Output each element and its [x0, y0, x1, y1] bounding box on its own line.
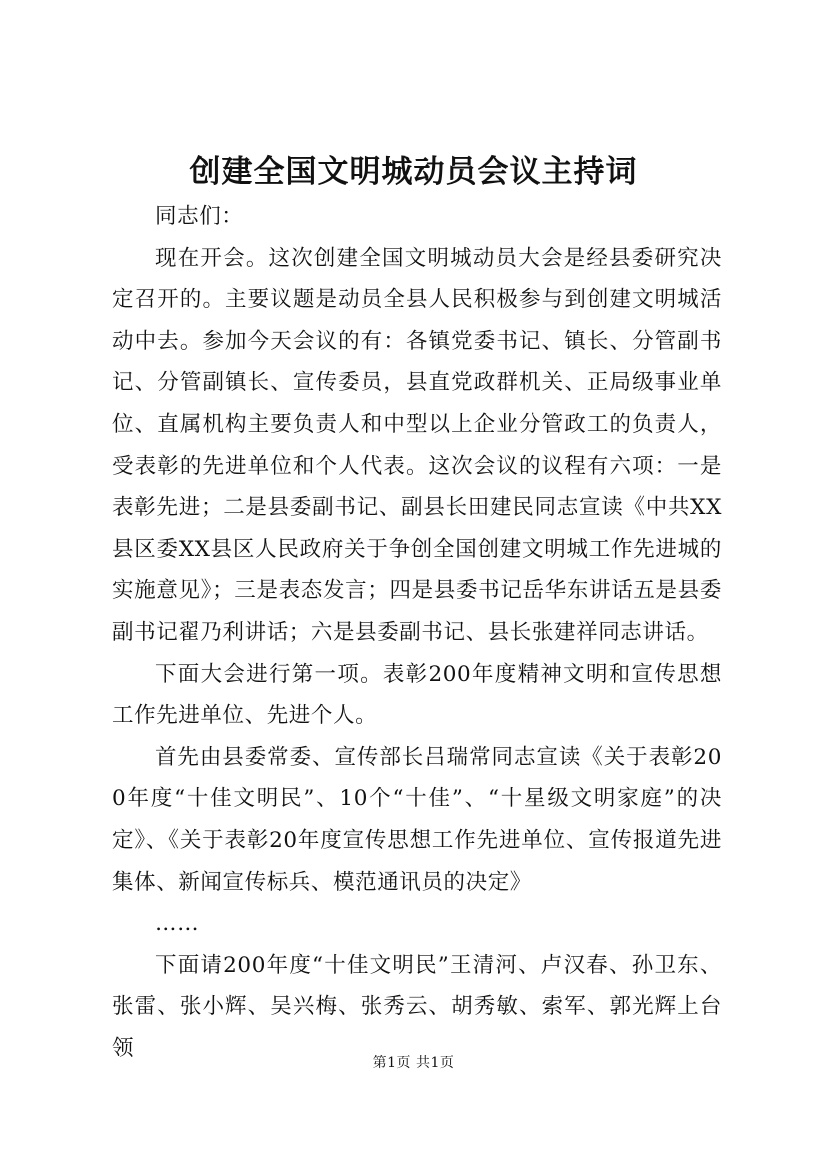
paragraph-announcement: 首先由县委常委、宣传部长吕瑞常同志宣读《关于表彰200年度“十佳文明民”、10个“十佳”、“十星级文明家庭”的决定》、《关于表彰20年度宣传思想工作先进单位、宣传报道先进集体、新闻宣传标兵、模范通讯员的决定》 [112, 744, 722, 895]
document-body [112, 196, 722, 1069]
page-footer: 第1页 共1页 [372, 1055, 455, 1071]
paragraph-ellipsis: …… [155, 911, 200, 937]
paragraph-award-invite: 下面请200年度“十佳文明民”王清河、卢汉春、孙卫东、张雷、张小辉、吴兴梅、张秀云、胡秀敏、索军、郭光辉上台领 [112, 952, 722, 1061]
paragraph-greeting: 同志们： [155, 204, 244, 229]
paragraph-item-one: 下面大会进行第一项。表彰200年度精神文明和宣传思想工作先进单位、先进个人。 [112, 661, 722, 729]
document-title: 创建全国文明城动员会议主持词 [189, 154, 638, 190]
paragraph-opening: 现在开会。这次创建全国文明城动员大会是经县委研究决定召开的。主要议题是动员全县人民积极参与到创建文明城活动中去。参加今天会议的有：各镇党委书记、镇长、分管副书记、分管副镇长、宣传委员，县直党政群机关、正局级事业单位、直属机构主要负责人和中型以上企业分管政工的负责人，受表彰的先进单位和个人代表。这次会议的议程有六项：一是表彰先进；二是县委副书记、副县长田建民同志宣读《中共XX县区委XX县区人民政府关于争创全国创建文明城工作先进城的实施意见》；三是表态发言；四是县委书记岳华东讲话五是县委副书记翟乃利讲话；六是县委副书记、县长张建祥同志讲话。 [112, 245, 722, 645]
